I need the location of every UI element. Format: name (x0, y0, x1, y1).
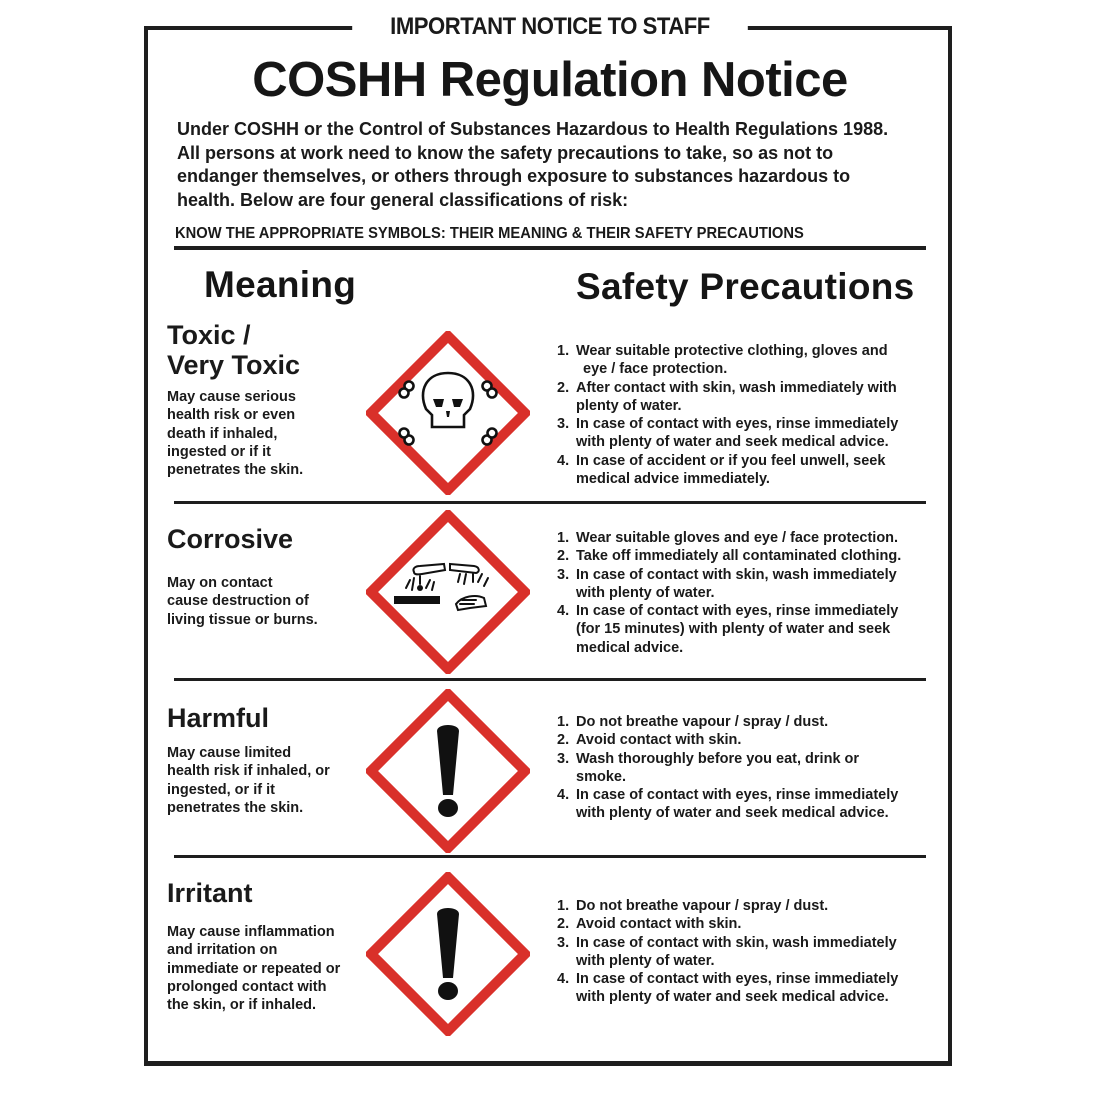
item-number: 3. (557, 750, 570, 767)
divider (174, 855, 926, 858)
hazard-description (167, 388, 303, 479)
item-text: In case of accident or if you feel unwell, seek (576, 452, 886, 469)
precautions-list (557, 342, 898, 488)
hazard-title: Harmful (167, 703, 270, 733)
precaution-item (557, 970, 898, 1007)
desc-line: cause destruction of (167, 593, 309, 610)
desc-line: May cause limited (167, 745, 292, 761)
desc-line: May cause serious (167, 389, 296, 405)
precaution-item (557, 713, 898, 731)
item-text: In case of contact with skin, wash immediately (576, 566, 897, 583)
meaning-column-heading: Meaning (204, 264, 357, 305)
intro-line: Under COSHH or the Control of Substances Hazardous to Health Regulations 1988. (177, 119, 889, 139)
desc-line: death if inhaled, (167, 425, 278, 442)
item-text: Take off immediately all contaminated clothing. (576, 548, 902, 565)
item-text: Do not breathe vapour / spray / dust. (576, 898, 829, 914)
item-number: 1. (557, 898, 570, 914)
item-text: with plenty of water. (576, 952, 715, 969)
notice-label: IMPORTANT NOTICE TO STAFF (352, 10, 748, 44)
item-text: with plenty of water and seek medical advice. (576, 805, 889, 822)
precaution-item (557, 452, 898, 489)
page-title: COSHH Regulation Notice (252, 53, 848, 107)
precautions-column-heading: Safety Precautions (576, 266, 915, 307)
desc-line: immediate or repeated or (167, 960, 341, 977)
desc-line: May cause inflammation (167, 924, 335, 940)
precaution-item (557, 529, 901, 547)
skull-crossbones-icon (366, 331, 530, 495)
hazard-title: Corrosive (167, 524, 294, 554)
item-text: plenty of water. (576, 397, 682, 414)
item-text: In case of contact with eyes, rinse immediately (576, 603, 899, 620)
hazard-description (167, 574, 318, 629)
item-text: medical advice. (576, 639, 684, 656)
item-text: Do not breathe vapour / spray / dust. (576, 714, 829, 730)
precautions-list (557, 529, 901, 657)
exclamation-mark-icon (366, 689, 530, 853)
desc-line: health risk or even (167, 407, 296, 424)
precaution-item (557, 566, 901, 603)
item-number: 3. (557, 416, 570, 433)
intro-line: health. Below are four general classifications of risk: (177, 189, 629, 210)
precaution-item (557, 342, 898, 379)
hazard-description (167, 923, 340, 1014)
precaution-item (557, 547, 901, 565)
item-text: Avoid contact with skin. (576, 916, 742, 933)
item-text: In case of contact with eyes, rinse immediately (576, 416, 899, 433)
desc-line: penetrates the skin. (167, 462, 304, 479)
know-symbols-heading: KNOW THE APPROPRIATE SYMBOLS: THEIR MEANING & THEIR SAFETY PRECAUTIONS (175, 225, 804, 242)
item-number: 3. (557, 566, 570, 583)
desc-line: ingested or if it (167, 443, 271, 460)
item-text: smoke. (576, 768, 626, 785)
item-number: 1. (557, 530, 570, 546)
desc-line: May on contact (167, 575, 273, 591)
precaution-item (557, 731, 898, 749)
precaution-item (557, 915, 898, 933)
item-text: with plenty of water and seek medical advice. (576, 434, 889, 451)
item-number: 3. (557, 934, 570, 951)
corrosion-icon (366, 510, 530, 674)
desc-line: prolonged contact with (167, 978, 327, 995)
item-text: eye / face protection. (583, 361, 728, 378)
item-number: 4. (557, 971, 570, 988)
hazard-title-line: Very Toxic (167, 350, 301, 380)
item-text: Wear suitable protective clothing, gloves and (576, 343, 888, 359)
precaution-item (557, 897, 898, 915)
item-number: 2. (557, 916, 570, 933)
item-number: 1. (557, 714, 570, 730)
precaution-item (557, 415, 898, 452)
item-text: (for 15 minutes) with plenty of water and seek (576, 621, 891, 638)
intro-line: endanger themselves, or others through exposure to substances hazardous to (177, 166, 851, 186)
precautions-list (557, 713, 898, 823)
item-text: Wear suitable gloves and eye / face protection. (576, 530, 899, 546)
item-number: 2. (557, 548, 570, 565)
item-number: 4. (557, 787, 570, 804)
item-text: with plenty of water and seek medical advice. (576, 989, 889, 1006)
item-number: 2. (557, 379, 570, 396)
desc-line: and irritation on (167, 942, 278, 959)
desc-line: penetrates the skin. (167, 799, 304, 816)
hazard-description (167, 744, 330, 817)
item-number: 4. (557, 603, 570, 620)
exclamation-mark-icon (366, 872, 530, 1036)
item-number: 2. (557, 732, 570, 749)
precaution-item (557, 786, 898, 823)
precaution-item (557, 934, 898, 971)
item-text: After contact with skin, wash immediately with (576, 379, 897, 396)
item-text: In case of contact with eyes, rinse immediately (576, 971, 899, 988)
item-text: Wash thoroughly before you eat, drink or (576, 750, 860, 767)
desc-line: ingested, or if it (167, 781, 275, 798)
hazard-title (167, 320, 300, 380)
intro-line: All persons at work need to know the safety precautions to take, so as not to (177, 142, 834, 163)
divider (174, 678, 926, 681)
precaution-item (557, 602, 901, 657)
item-text: with plenty of water. (576, 584, 715, 601)
precautions-list (557, 897, 898, 1007)
hazard-title: Irritant (167, 878, 253, 908)
item-text: In case of contact with skin, wash immediately (576, 934, 897, 951)
item-text: medical advice immediately. (576, 471, 770, 488)
divider (174, 501, 926, 504)
precaution-item (557, 750, 898, 787)
item-text: In case of contact with eyes, rinse immediately (576, 787, 899, 804)
desc-line: the skin, or if inhaled. (167, 997, 317, 1014)
item-number: 4. (557, 452, 570, 469)
item-number: 1. (557, 343, 570, 359)
divider (174, 246, 926, 250)
intro-paragraph (177, 118, 937, 212)
item-text: Avoid contact with skin. (576, 732, 742, 749)
hazard-title-line: Toxic / (167, 320, 251, 350)
precaution-item (557, 379, 898, 416)
desc-line: living tissue or burns. (167, 611, 318, 628)
desc-line: health risk if inhaled, or (167, 763, 330, 780)
